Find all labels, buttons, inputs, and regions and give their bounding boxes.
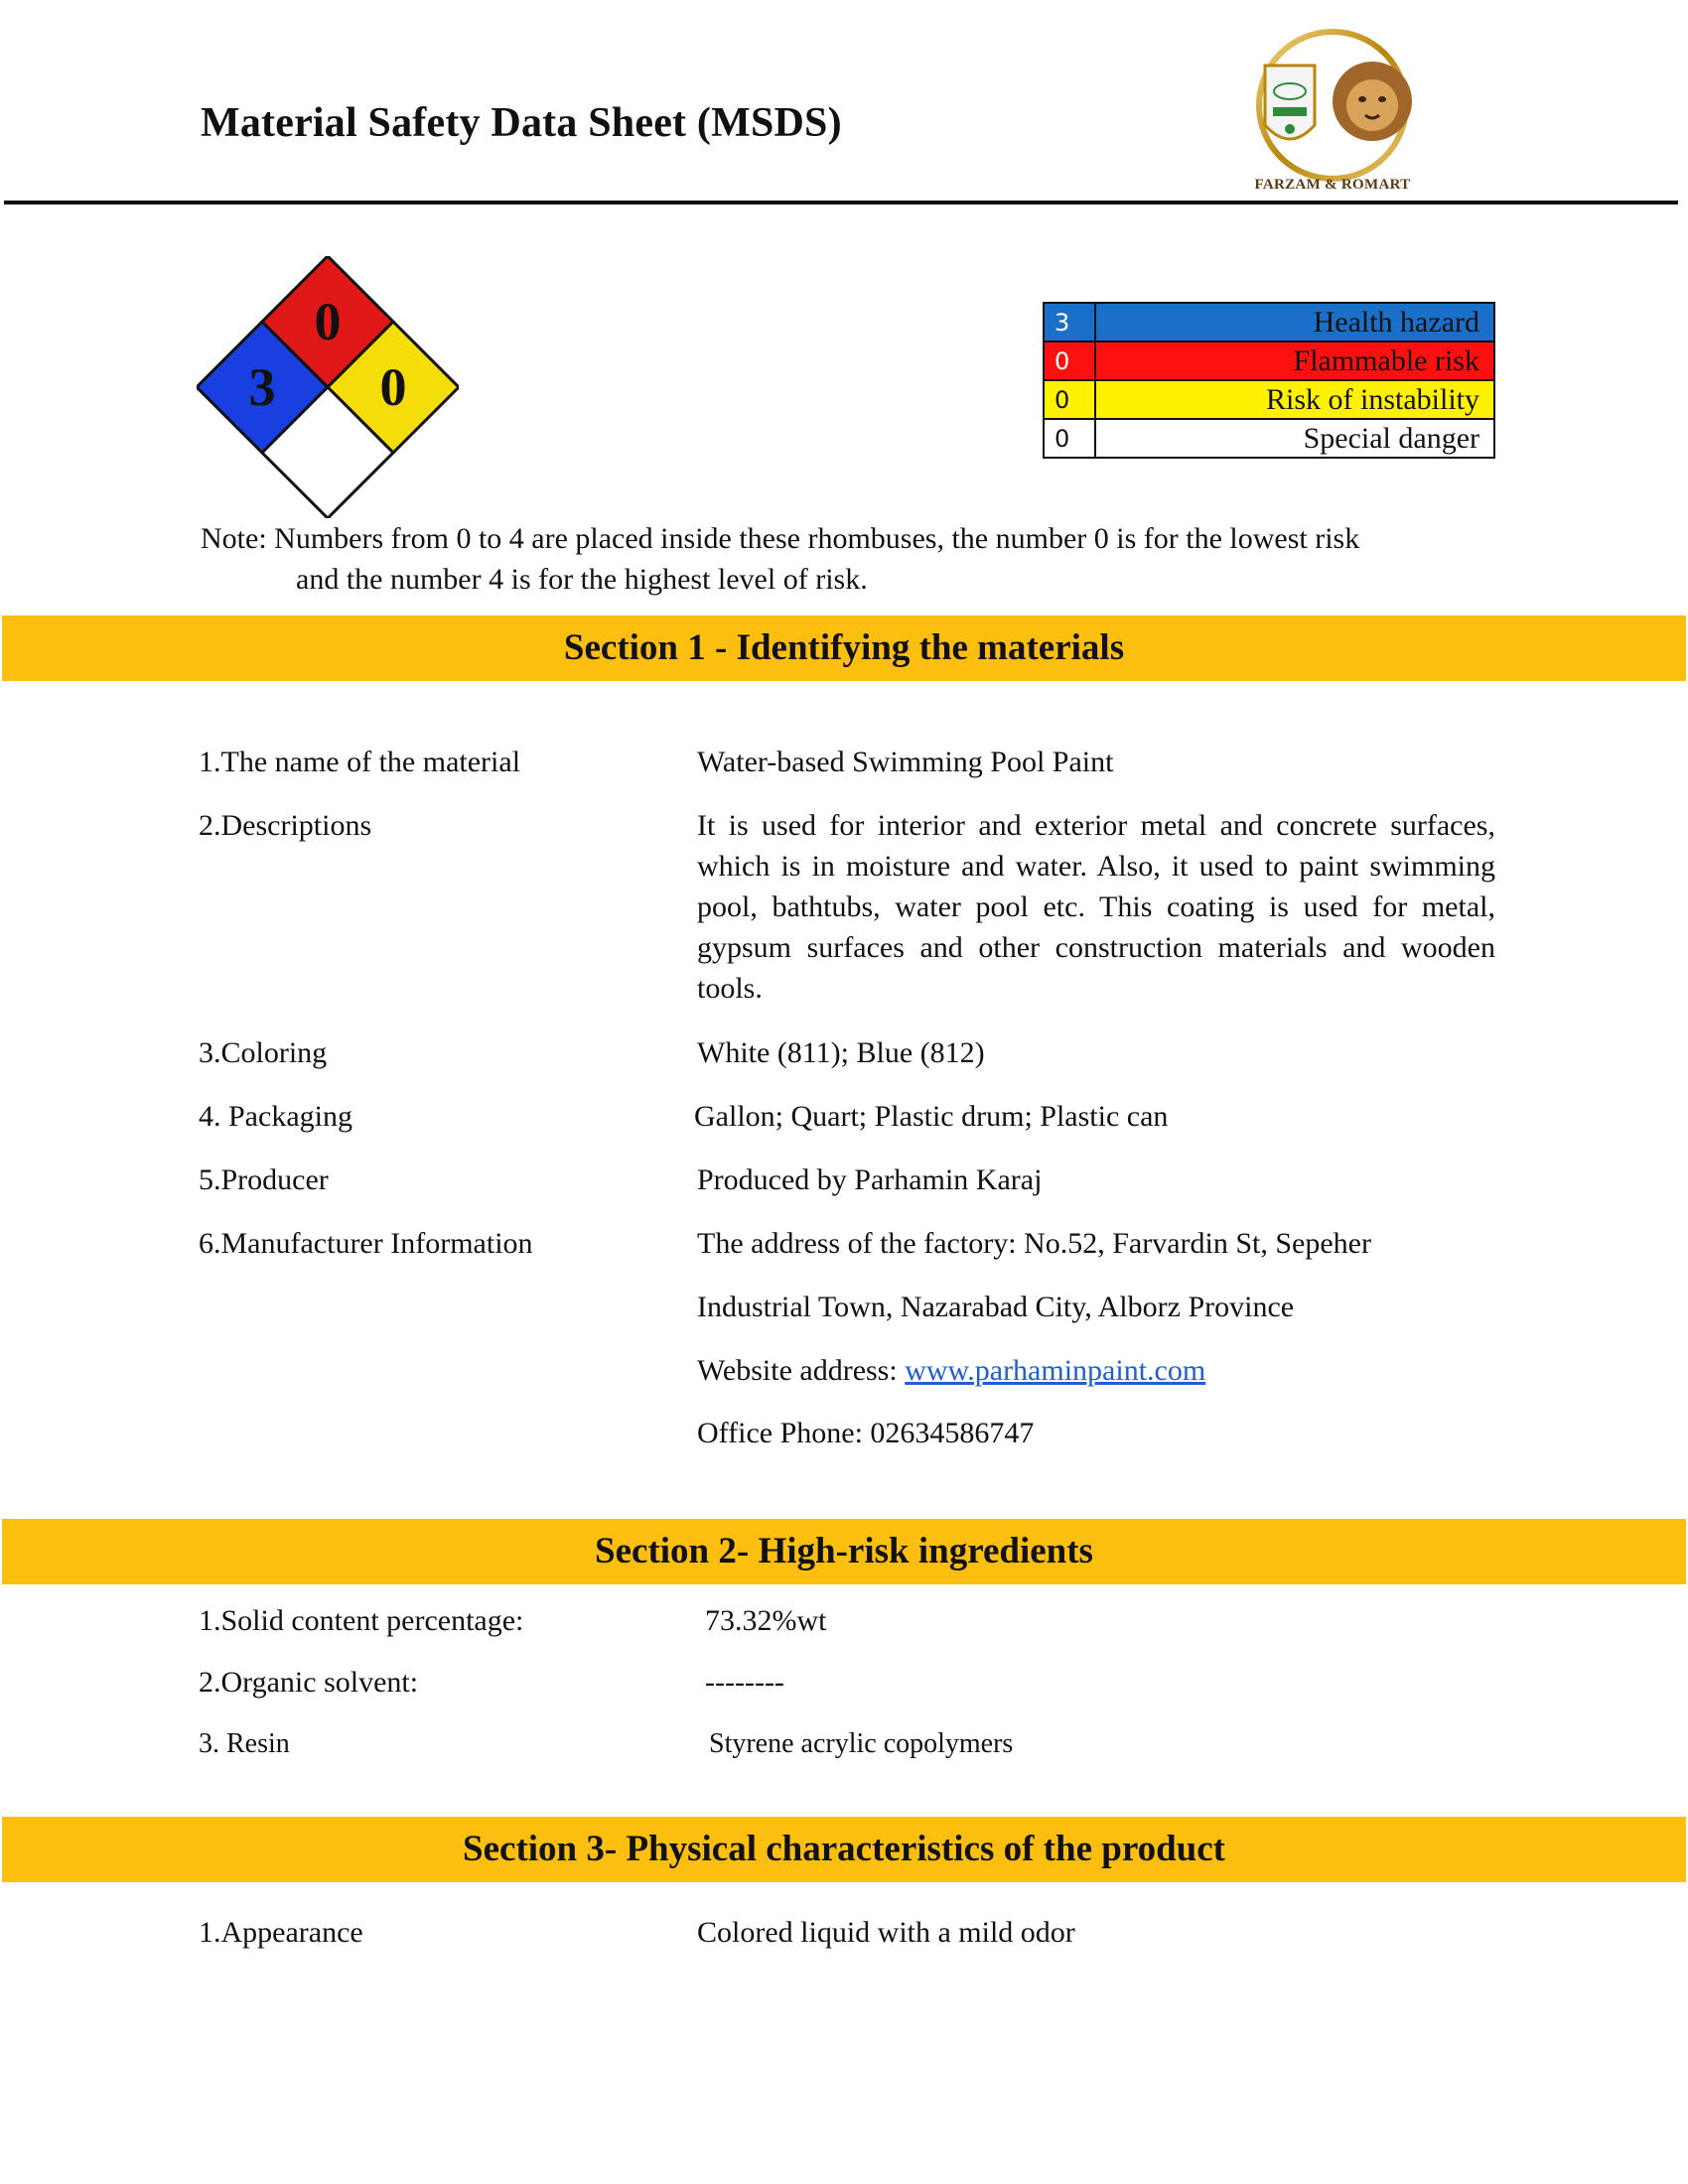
section-2-header: Section 2- High-risk ingredients <box>2 1519 1686 1584</box>
organic-solvent-label: 2.Organic solvent: <box>199 1666 419 1699</box>
document-title: Material Safety Data Sheet (MSDS) <box>201 100 842 146</box>
legend-value: 0 <box>1044 380 1095 419</box>
shield-emblem-icon <box>1265 66 1315 139</box>
factory-address-line-2: Industrial Town, Nazarabad City, Alborz Province <box>697 1291 1295 1323</box>
solid-content-label: 1.Solid content percentage: <box>199 1604 524 1637</box>
website-prefix: Website address: <box>697 1354 906 1387</box>
resin-label: 3. Resin <box>199 1728 290 1759</box>
legend-value: 0 <box>1044 341 1095 380</box>
legend-label: Risk of instability <box>1095 380 1494 419</box>
office-phone: Office Phone: 02634586747 <box>697 1417 1035 1449</box>
legend-label: Special danger <box>1095 419 1494 458</box>
health-rating: 3 <box>248 357 276 417</box>
coloring-value: White (811); Blue (812) <box>697 1036 985 1069</box>
legend-label: Health hazard <box>1095 303 1494 341</box>
packaging-label: 4. Packaging <box>199 1100 352 1133</box>
descriptions-label: 2.Descriptions <box>199 809 372 842</box>
legend-label: Flammable risk <box>1095 341 1494 380</box>
resin-value: Styrene acrylic copolymers <box>709 1728 1014 1759</box>
legend-value: 0 <box>1044 419 1095 458</box>
legend-value: 3 <box>1044 303 1095 341</box>
solid-content-value: 73.32%wt <box>705 1604 827 1637</box>
material-name-value: Water-based Swimming Pool Paint <box>697 746 1114 778</box>
note-line-2: and the number 4 is for the highest level of risk. <box>296 563 868 596</box>
packaging-value: Gallon; Quart; Plastic drum; Plastic can <box>694 1100 1169 1133</box>
hazard-legend-table <box>1043 302 1495 459</box>
lion-head-icon <box>1333 62 1412 141</box>
header-divider <box>4 201 1678 205</box>
factory-address-line-1: The address of the factory: No.52, Farvardin St, Sepeher <box>697 1227 1371 1260</box>
rating-note <box>201 518 1501 600</box>
legend-row-special <box>1044 419 1494 458</box>
nfpa-hazard-diamond <box>197 256 459 518</box>
organic-solvent-value: -------- <box>705 1666 784 1699</box>
website-row <box>697 1350 1205 1391</box>
legend-row-flammable <box>1044 341 1494 380</box>
section-1-header: Section 1 - Identifying the materials <box>2 615 1686 681</box>
coloring-label: 3.Coloring <box>199 1036 328 1069</box>
flammability-rating: 0 <box>314 292 342 351</box>
manufacturer-label: 6.Manufacturer Information <box>199 1227 533 1260</box>
note-line-1: Note: Numbers from 0 to 4 are placed inside these rhombuses, the number 0 is for the lowest risk <box>201 522 1360 555</box>
appearance-value: Colored liquid with a mild odor <box>697 1916 1075 1949</box>
logo-caption: FARZAM & ROMART <box>1254 177 1411 193</box>
section-3-header: Section 3- Physical characteristics of the product <box>2 1817 1686 1882</box>
producer-value: Produced by Parhamin Karaj <box>697 1163 1043 1196</box>
website-link[interactable]: www.parhaminpaint.com <box>905 1354 1206 1387</box>
legend-row-instability <box>1044 380 1494 419</box>
appearance-label: 1.Appearance <box>199 1916 363 1949</box>
instability-rating: 0 <box>379 357 407 417</box>
material-name-label: 1.The name of the material <box>199 746 521 778</box>
descriptions-value: It is used for interior and exterior metal and concrete surfaces, which is in moisture and water. Also, it used to paint swimming pool, bathtubs, water pool etc. This coating is used for metal, gypsum surfaces and other construction materials and wooden tools. <box>697 809 1495 1005</box>
producer-label: 5.Producer <box>199 1163 329 1196</box>
legend-row-health <box>1044 303 1494 341</box>
company-logo <box>1203 26 1462 195</box>
